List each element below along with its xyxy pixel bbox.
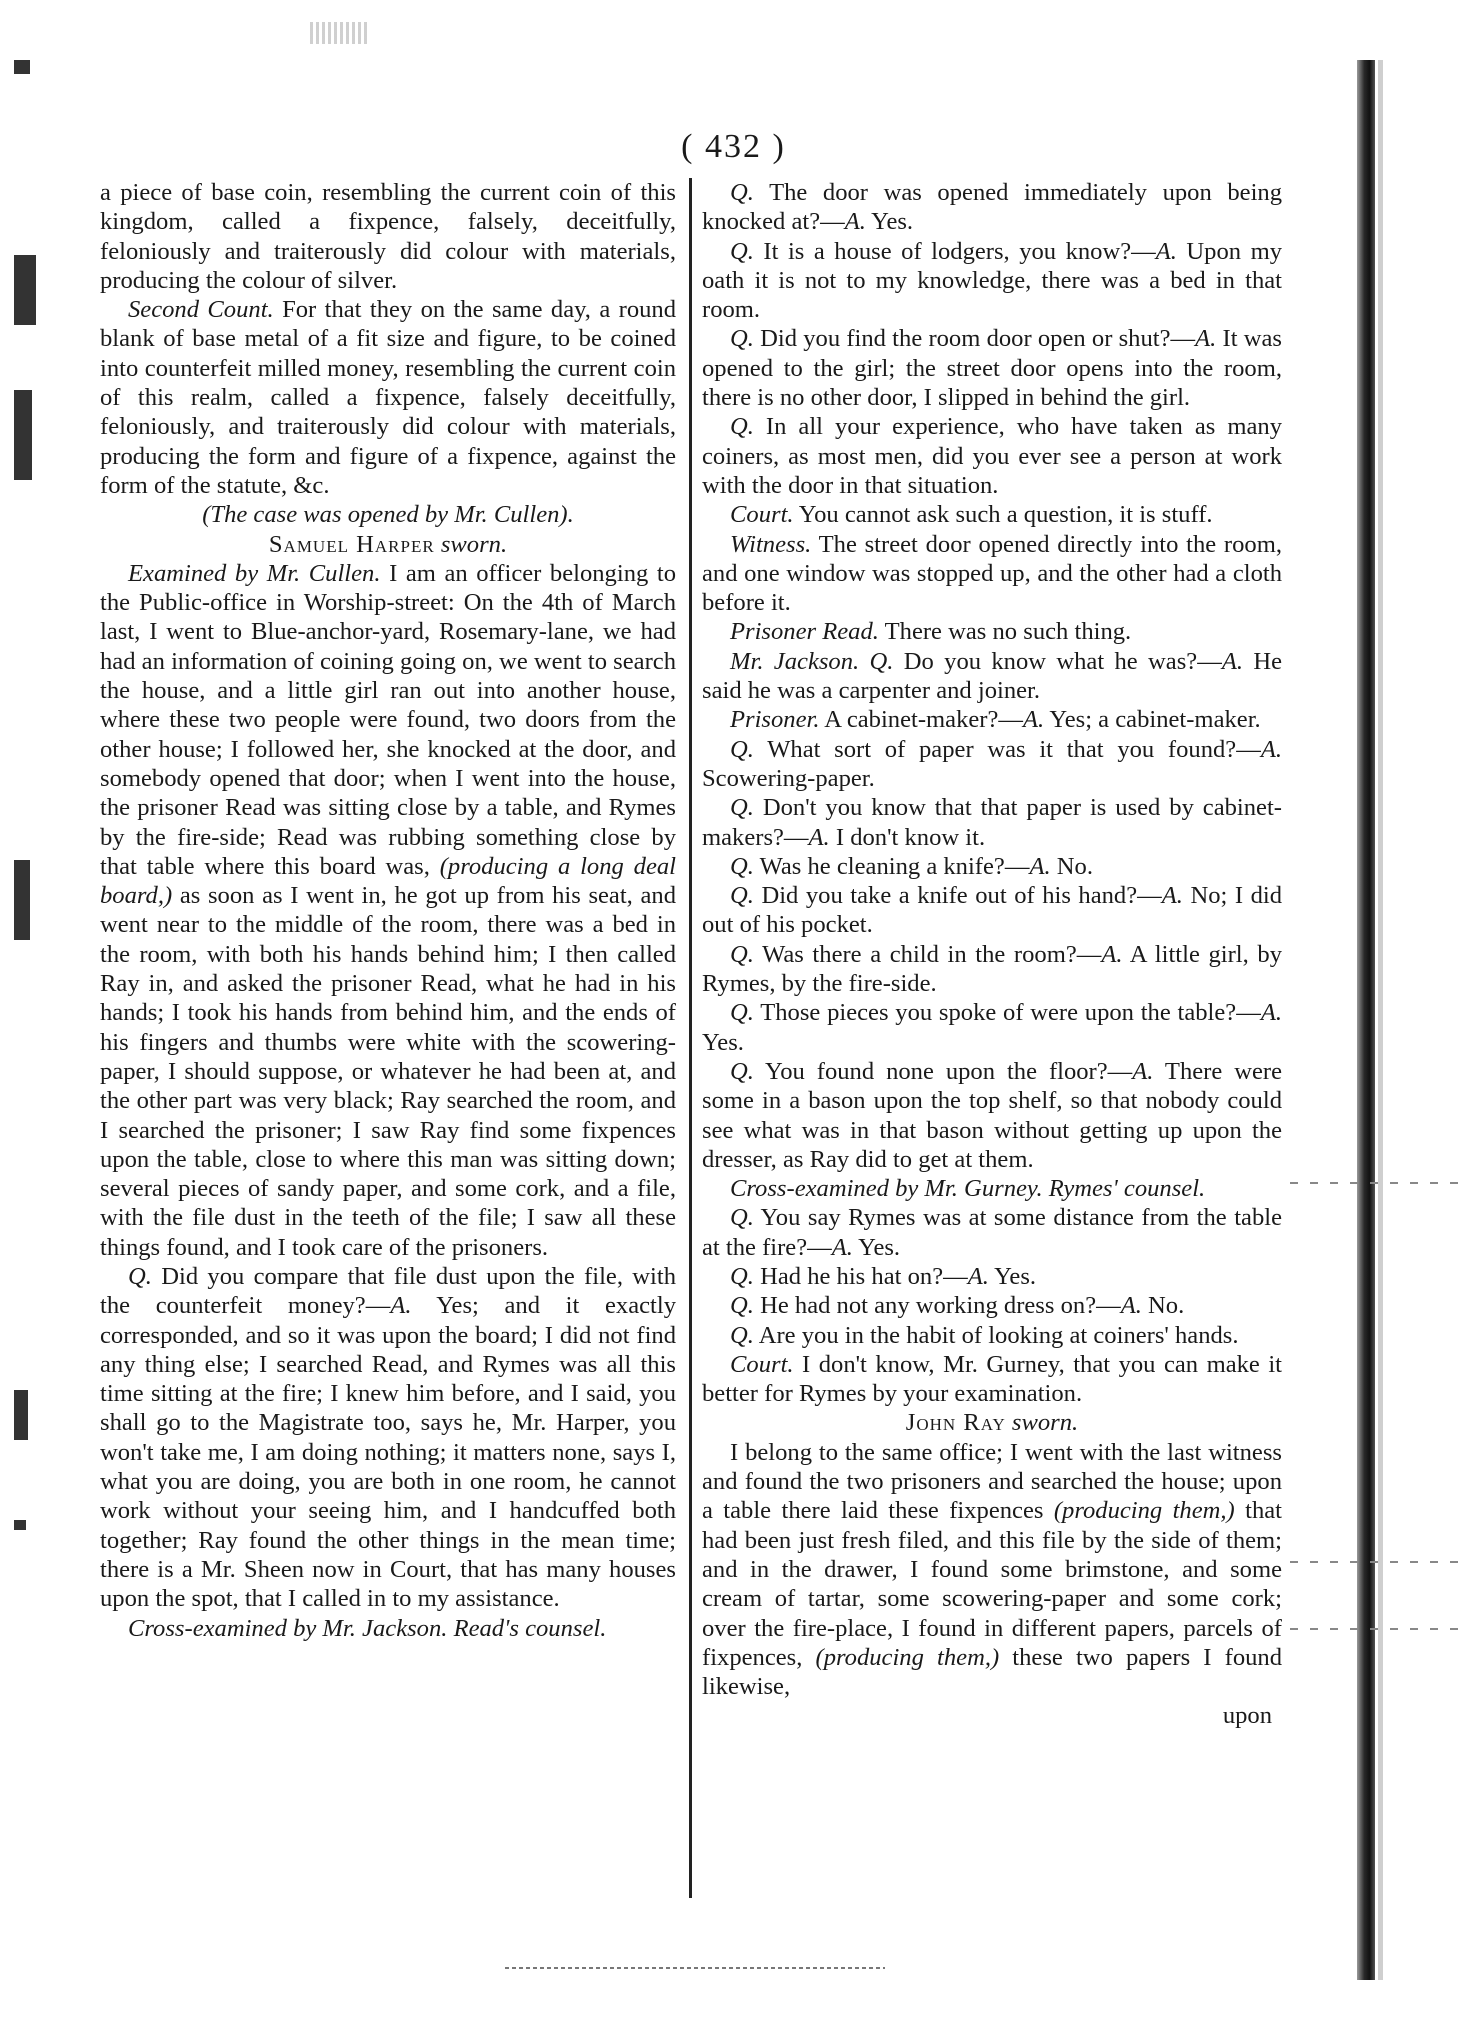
text-run: No. xyxy=(1141,1292,1185,1320)
paragraph xyxy=(702,793,1282,852)
text-run: Q. xyxy=(730,325,754,353)
text-run: Q. xyxy=(730,1204,754,1232)
margin-mark xyxy=(14,1390,28,1440)
text-run: Examined by Mr. Cullen. xyxy=(128,559,381,587)
text-run: It is a house of lodgers, you know?— xyxy=(753,237,1156,265)
text-run: sworn. xyxy=(1005,1409,1079,1437)
text-run: that had been just fresh filed, and this file by the side of them; and in the drawer, I found some brimstone, and some cream of tartar, some scowering-paper and some cork; over the fire-place, I found in different papers, parcels of fixpences, xyxy=(702,1497,1283,1671)
text-run: (producing them,) xyxy=(1053,1497,1235,1525)
paragraph xyxy=(100,559,676,1262)
text-run: Had he his hat on?— xyxy=(753,1262,968,1290)
text-run: A. xyxy=(967,1262,989,1290)
paragraph xyxy=(702,1321,1282,1350)
text-run: Q. xyxy=(730,999,754,1027)
paragraph xyxy=(702,237,1282,325)
paragraph xyxy=(702,412,1282,500)
text-run: No. xyxy=(1050,852,1093,880)
text-run: He had not any working dress on?— xyxy=(753,1292,1121,1320)
paragraph xyxy=(702,1174,1282,1203)
text-run: Don't you know that that paper is used by cabinet-makers?— xyxy=(702,794,1282,851)
text-run: Witness. xyxy=(730,530,812,558)
scan-edge-highlight xyxy=(1378,60,1383,1980)
paragraph xyxy=(100,1614,676,1643)
text-run: Was he cleaning a knife?— xyxy=(753,852,1030,880)
text-run: A cabinet-maker?— xyxy=(819,706,1023,734)
text-run xyxy=(859,648,869,675)
text-run: Second Count. xyxy=(128,296,274,324)
text-run: Q. xyxy=(730,940,754,968)
text-run: No; I did out of his pocket. xyxy=(702,882,1282,939)
text-run: Are you in the habit of looking at coiners' hands. xyxy=(753,1321,1239,1349)
paragraph xyxy=(702,1438,1282,1702)
column-divider xyxy=(689,178,692,1898)
paragraph xyxy=(702,1350,1282,1409)
right-column xyxy=(702,178,1282,1731)
text-run: A. xyxy=(1101,940,1123,968)
text-run: Upon my oath it is not to my knowledge, there was a bed in that room. xyxy=(702,237,1283,324)
paragraph xyxy=(702,705,1282,734)
text-run: Q. xyxy=(730,735,754,763)
text-run: A. xyxy=(390,1292,412,1320)
paragraph xyxy=(702,1408,1282,1437)
scan-dash xyxy=(1290,1628,1460,1630)
text-run: Yes; and it exactly corresponded, and so it was upon the board; I did not find any thing else; I searched Read, and Rymes was all this time sitting at the fire; I knew him before, and I said, you shall go to the Magistrate too, says he, Mr. Harper, you won't take me, I am doing nothing; it matters none, says I, what you are doing, you are both in one room, he cannot work without your seeing him, and I handcuffed both together; Ray found the other things in the mean time; there is a Mr. Sheen now in Court, that has many houses upon the spot, that I called in to my assistance. xyxy=(100,1292,677,1613)
text-run: A. xyxy=(1161,882,1183,910)
text-run: A. xyxy=(1132,1057,1154,1085)
page-number: ( 432 ) xyxy=(681,128,786,165)
text-run: John Ray xyxy=(905,1409,1006,1437)
text-run: In all your experience, who have taken as many coiners, as most men, did you ever see a person at work with the door in that situation. xyxy=(702,413,1282,499)
text-run: Samuel Harper xyxy=(268,530,435,558)
paragraph xyxy=(100,295,676,500)
text-run: You say Rymes was at some distance from the table at the fire?— xyxy=(702,1204,1282,1261)
text-run: these two papers I found likewise, xyxy=(702,1643,1283,1701)
text-run: Q. xyxy=(730,179,754,206)
paragraph xyxy=(702,940,1282,999)
text-run: Court. xyxy=(730,501,794,529)
text-run: A. xyxy=(1260,999,1282,1027)
text-run: as soon as I went in, he got up from his seat, and went near to the middle of the room, there was a bed in the room, with both his hands behind him; I then called Ray in, and asked the prisoner Read, what he had in his hands; I took his hands from behind him, and the ends of his fingers and thumbs were white with the scowering-paper, I should suppose, or whatever he had been at, and the other part was very black; Ray searched the room, and I searched the prisoner; I saw Ray find some fixpences upon the table, close to where this man was sitting down; several pieces of sandy paper, and some cork, and a file, with the file dust in the teeth of the file; I saw all these things found, and I took care of the prisoners. xyxy=(100,882,676,1261)
text-run: (The case was opened by Mr. Cullen). xyxy=(202,501,574,529)
text-run: (producing them,) xyxy=(815,1643,1000,1671)
text-run: sworn. xyxy=(434,530,508,558)
text-run: The street door opened directly into the room, and one window was stopped up, and the other had a cloth before it. xyxy=(702,530,1282,617)
text-run: Did you take a knife out of his hand?— xyxy=(753,882,1162,910)
paragraph xyxy=(702,998,1282,1057)
paragraph xyxy=(702,735,1282,794)
margin-mark xyxy=(14,390,32,480)
catchword: upon xyxy=(1222,1702,1272,1730)
text-run: Yes. xyxy=(865,208,914,236)
text-run: Did you compare that file dust upon the file, with the counterfeit money?— xyxy=(100,1262,676,1320)
text-run: There were some in a bason upon the top shelf, so that nobody could see what was in that bason without getting up upon the dresser, as Ray did to get at them. xyxy=(702,1057,1282,1173)
text-run: I don't know it. xyxy=(829,823,986,851)
text-run: Q. xyxy=(730,794,754,822)
text-run: A. xyxy=(831,1233,853,1261)
text-run: Yes; a cabinet-maker. xyxy=(1044,706,1261,734)
text-run: Q. xyxy=(730,237,754,265)
text-run: A. xyxy=(844,208,866,236)
text-run: Q. xyxy=(128,1262,152,1290)
paragraph xyxy=(702,617,1282,646)
text-run: Q. xyxy=(730,882,754,910)
text-run: For that they on the same day, a round blank of base metal of a fit size and figure, to be coined into counterfeit milled money, resembling the current coin of this realm, called a fixpence, falsely deceitfully, feloniously, and traiterously did colour with materials, producing the form and figure of a fixpence, against the form of the statute, &c. xyxy=(100,296,677,499)
paragraph xyxy=(702,178,1282,237)
margin-mark xyxy=(14,60,30,74)
margin-mark xyxy=(14,1520,26,1530)
text-run: Do you know what he was?— xyxy=(893,647,1222,675)
paragraph xyxy=(100,530,676,559)
text-run: A. xyxy=(1023,706,1045,734)
margin-mark xyxy=(14,860,30,940)
paragraph xyxy=(100,1262,676,1614)
text-run: A. xyxy=(808,823,830,851)
text-run: Q. xyxy=(869,647,894,675)
text-run: A. xyxy=(1221,647,1243,675)
left-column xyxy=(100,178,676,1643)
text-run: Prisoner. xyxy=(730,706,820,734)
text-run: Cross-examined by Mr. Gurney. Rymes' counsel. xyxy=(730,1175,1206,1203)
text-run: Q. xyxy=(730,1262,754,1290)
bottom-rule xyxy=(505,1967,885,1969)
text-run: It was opened to the girl; the street door opens into the room, there is no other door, I slipped in behind the girl. xyxy=(702,325,1283,412)
text-run: Prisoner Read. xyxy=(730,618,879,646)
text-run: Q. xyxy=(730,1057,754,1085)
text-run: (producing a long deal board,) xyxy=(100,852,676,910)
text-run: Q. xyxy=(730,1321,754,1349)
text-run: Was there a child in the room?— xyxy=(753,940,1102,968)
text-run: A. xyxy=(1195,325,1217,353)
text-run: Yes. xyxy=(702,1028,744,1056)
paragraph xyxy=(100,178,676,295)
paragraph xyxy=(702,647,1282,706)
text-run: Cross-examined by Mr. Jackson. Read's counsel. xyxy=(128,1614,607,1642)
paragraph xyxy=(702,1262,1282,1291)
paragraph xyxy=(702,500,1282,529)
text-run: A. xyxy=(1029,852,1051,880)
text-run: I don't know, Mr. Gurney, that you can make it better for Rymes by your examination. xyxy=(702,1350,1282,1408)
text-run: Yes. xyxy=(988,1262,1037,1290)
paragraph xyxy=(702,1291,1282,1320)
text-run: I am an officer belonging to the Public-office in Worship-street: On the 4th of March last, I went to Blue-anchor-yard, Rosemary-lane, we had had an information of coining going on, we went to search the house, and a little girl ran out into another house, where these two people were found, two doors from the other house; I followed her, she knocked at the door, and somebody opened that door; when I went into the house, the prisoner Read was sitting close by a table, and Rymes by the fire-side; Read was rubbing something close by that table where this board was, xyxy=(100,559,676,880)
text-run: A. xyxy=(1155,237,1177,265)
text-run: There was no such thing. xyxy=(878,618,1132,646)
text-run: A. xyxy=(1260,735,1282,763)
text-run: I belong to the same office; I went with the last witness and found the two prisoners and searched the house; upon a table there laid these fixpences xyxy=(702,1438,1282,1525)
paragraph xyxy=(702,852,1282,881)
text-run: He said he was a carpenter and joiner. xyxy=(702,647,1282,705)
text-run: Q. xyxy=(730,1292,754,1320)
top-smudge xyxy=(310,22,370,44)
text-run: a piece of base coin, resembling the current coin of this kingdom, called a fixpence, falsely, deceitfully, feloniously and traiterously did colour with materials, producing the colour of silver. xyxy=(100,179,676,294)
text-run: A. xyxy=(1120,1292,1142,1320)
text-run: A little girl, by Rymes, by the fire-side. xyxy=(702,940,1282,998)
text-run: You cannot ask such a question, it is stuff. xyxy=(793,501,1213,529)
margin-mark xyxy=(14,255,36,325)
text-run: Q. xyxy=(730,413,754,441)
text-run: Court. xyxy=(730,1350,794,1378)
text-run: Scowering-paper. xyxy=(702,764,875,792)
scan-dash xyxy=(1290,1182,1460,1184)
scan-dash xyxy=(1290,1561,1460,1563)
paragraph xyxy=(702,530,1282,618)
text-run: Did you find the room door open or shut?— xyxy=(753,325,1196,353)
paragraph xyxy=(702,1203,1282,1262)
paragraph xyxy=(702,881,1282,940)
text-run: Those pieces you spoke of were upon the table?— xyxy=(753,999,1261,1027)
text-run: You found none upon the floor?— xyxy=(753,1057,1133,1085)
text-run: Yes. xyxy=(852,1233,901,1261)
paragraph xyxy=(702,324,1282,412)
text-run: What sort of paper was it that you found?— xyxy=(753,735,1261,763)
text-run: Q. xyxy=(730,852,754,880)
scan-edge-bar xyxy=(1357,60,1375,1980)
paragraph xyxy=(702,1057,1282,1174)
text-run: Mr. Jackson. xyxy=(730,647,860,675)
text-run: The door was opened immediately upon being knocked at?— xyxy=(702,179,1282,236)
paragraph xyxy=(100,500,676,529)
